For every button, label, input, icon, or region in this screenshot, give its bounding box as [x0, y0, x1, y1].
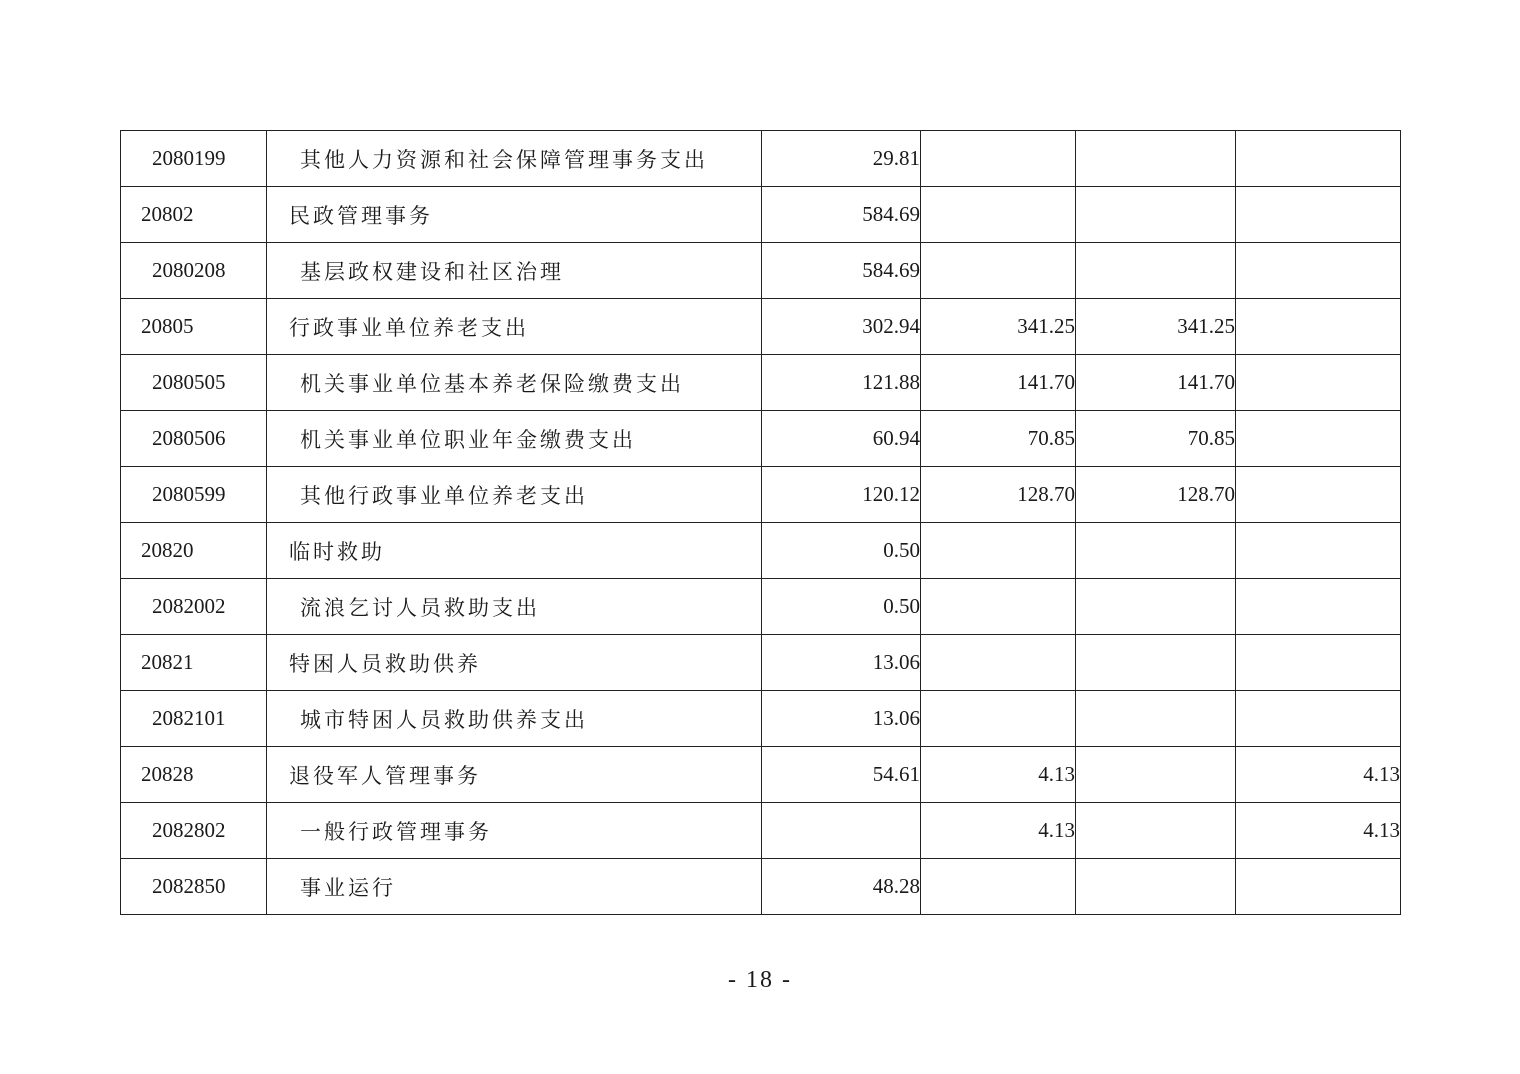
account-name-cell: 城市特困人员救助供养支出 [267, 691, 762, 747]
account-name-cell: 临时救助 [267, 523, 762, 579]
account-name-cell: 事业运行 [267, 859, 762, 915]
value-cell-2 [921, 523, 1076, 579]
value-cell-3: 141.70 [1076, 355, 1236, 411]
account-name-cell: 机关事业单位基本养老保险缴费支出 [267, 355, 762, 411]
value-cell-2 [921, 187, 1076, 243]
value-cell-2 [921, 859, 1076, 915]
value-cell-4 [1236, 355, 1401, 411]
value-cell-2: 4.13 [921, 803, 1076, 859]
value-cell-3 [1076, 859, 1236, 915]
value-cell-4 [1236, 411, 1401, 467]
value-cell-3 [1076, 243, 1236, 299]
account-code-cell: 2080506 [121, 411, 267, 467]
value-cell-2 [921, 243, 1076, 299]
value-cell-2 [921, 131, 1076, 187]
account-code-cell: 2080208 [121, 243, 267, 299]
table-row [121, 523, 1401, 579]
table-row [121, 187, 1401, 243]
value-cell-3 [1076, 187, 1236, 243]
value-cell-3: 341.25 [1076, 299, 1236, 355]
value-cell-1: 121.88 [762, 355, 921, 411]
value-cell-1 [762, 803, 921, 859]
value-cell-1: 13.06 [762, 691, 921, 747]
value-cell-2: 128.70 [921, 467, 1076, 523]
value-cell-4 [1236, 467, 1401, 523]
account-name-cell: 流浪乞讨人员救助支出 [267, 579, 762, 635]
value-cell-1: 13.06 [762, 635, 921, 691]
value-cell-4 [1236, 131, 1401, 187]
table-row [121, 243, 1401, 299]
table-body [121, 131, 1401, 915]
account-code-cell: 20821 [121, 635, 267, 691]
value-cell-4 [1236, 299, 1401, 355]
value-cell-2 [921, 691, 1076, 747]
account-code-cell: 2082002 [121, 579, 267, 635]
table-row [121, 803, 1401, 859]
table-row [121, 859, 1401, 915]
value-cell-2: 70.85 [921, 411, 1076, 467]
account-name-cell: 特困人员救助供养 [267, 635, 762, 691]
page-number: - 18 - [728, 967, 792, 993]
account-name-cell: 基层政权建设和社区治理 [267, 243, 762, 299]
table-row [121, 131, 1401, 187]
value-cell-4 [1236, 187, 1401, 243]
account-name-cell: 民政管理事务 [267, 187, 762, 243]
value-cell-1: 48.28 [762, 859, 921, 915]
account-code-cell: 20802 [121, 187, 267, 243]
value-cell-2 [921, 579, 1076, 635]
table-row [121, 747, 1401, 803]
value-cell-4 [1236, 691, 1401, 747]
account-code-cell: 2082850 [121, 859, 267, 915]
value-cell-1: 0.50 [762, 579, 921, 635]
value-cell-3 [1076, 579, 1236, 635]
value-cell-2: 141.70 [921, 355, 1076, 411]
value-cell-1: 0.50 [762, 523, 921, 579]
value-cell-4 [1236, 579, 1401, 635]
account-name-cell: 一般行政管理事务 [267, 803, 762, 859]
table-row [121, 467, 1401, 523]
value-cell-1: 302.94 [762, 299, 921, 355]
account-name-cell: 其他行政事业单位养老支出 [267, 467, 762, 523]
value-cell-3: 128.70 [1076, 467, 1236, 523]
value-cell-3 [1076, 131, 1236, 187]
value-cell-3 [1076, 635, 1236, 691]
value-cell-4 [1236, 523, 1401, 579]
account-code-cell: 20820 [121, 523, 267, 579]
value-cell-1: 29.81 [762, 131, 921, 187]
table-row [121, 635, 1401, 691]
table-row [121, 579, 1401, 635]
account-name-cell: 其他人力资源和社会保障管理事务支出 [267, 131, 762, 187]
value-cell-3: 70.85 [1076, 411, 1236, 467]
value-cell-1: 60.94 [762, 411, 921, 467]
value-cell-1: 584.69 [762, 187, 921, 243]
table-row [121, 691, 1401, 747]
value-cell-2: 4.13 [921, 747, 1076, 803]
table-row [121, 355, 1401, 411]
value-cell-4 [1236, 635, 1401, 691]
account-name-cell: 退役军人管理事务 [267, 747, 762, 803]
account-code-cell: 20828 [121, 747, 267, 803]
value-cell-3 [1076, 803, 1236, 859]
value-cell-2 [921, 635, 1076, 691]
value-cell-4 [1236, 859, 1401, 915]
value-cell-3 [1076, 691, 1236, 747]
account-name-cell: 行政事业单位养老支出 [267, 299, 762, 355]
value-cell-4 [1236, 243, 1401, 299]
value-cell-4: 4.13 [1236, 747, 1401, 803]
account-name-cell: 机关事业单位职业年金缴费支出 [267, 411, 762, 467]
value-cell-3 [1076, 747, 1236, 803]
value-cell-1: 584.69 [762, 243, 921, 299]
budget-table [120, 130, 1401, 915]
value-cell-4: 4.13 [1236, 803, 1401, 859]
account-code-cell: 2082802 [121, 803, 267, 859]
value-cell-2: 341.25 [921, 299, 1076, 355]
value-cell-1: 120.12 [762, 467, 921, 523]
table-row [121, 299, 1401, 355]
account-code-cell: 20805 [121, 299, 267, 355]
value-cell-3 [1076, 523, 1236, 579]
account-code-cell: 2080199 [121, 131, 267, 187]
account-code-cell: 2080505 [121, 355, 267, 411]
account-code-cell: 2082101 [121, 691, 267, 747]
table-row [121, 411, 1401, 467]
value-cell-1: 54.61 [762, 747, 921, 803]
account-code-cell: 2080599 [121, 467, 267, 523]
